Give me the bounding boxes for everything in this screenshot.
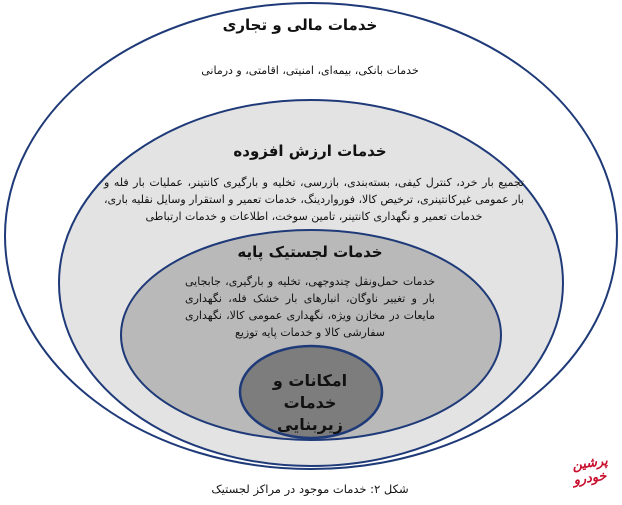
watermark-logo xyxy=(565,453,615,494)
core-infrastructure-title: امکانات و خدمات زیربنایی xyxy=(272,371,348,434)
watermark-line1: پرشین xyxy=(571,453,609,474)
basic-logistics-title: خدمات لجستیک پایه xyxy=(237,243,383,261)
value-added-title: خدمات ارزش افزوده xyxy=(233,142,387,160)
outer-ring-description: خدمات بانکی، بیمه‌ای، امنیتی، اقامتی، و درمانی xyxy=(201,64,419,77)
figure-caption: شکل ۲: خدمات موجود در مراکز لجستیک xyxy=(211,482,409,496)
watermark-line2: خودرو xyxy=(572,468,608,489)
outer-ring-title: خدمات مالی و تجاری xyxy=(222,16,378,34)
value-added-description: تجمیع بار خرد، کنترل کیفی، بسته‌بندی، بازرسی، تخلیه و بارگیری کانتینر، عملیات بار فله و بار عمومی غیرکانتینری، ترخیص کالا، فورواردینگ، خدمات تعمیر و استقرار وسایل نقلیه باری، خدمات تعمیر و نگهداری کانتینر، تامین سوخت، اطلاعات و خدمات ارتباطی xyxy=(104,176,524,223)
basic-logistics-description: خدمات حمل‌ونقل چندوجهی، تخلیه و بارگیری، جابجایی بار و تغییر ناوگان، انبارهای بار خشک فله، نگهداری مایعات در مخازن ویژه، نگهداری عمومی کالا، نگهداری سفارشی کالا و خدمات پایه توزیع xyxy=(185,275,435,339)
